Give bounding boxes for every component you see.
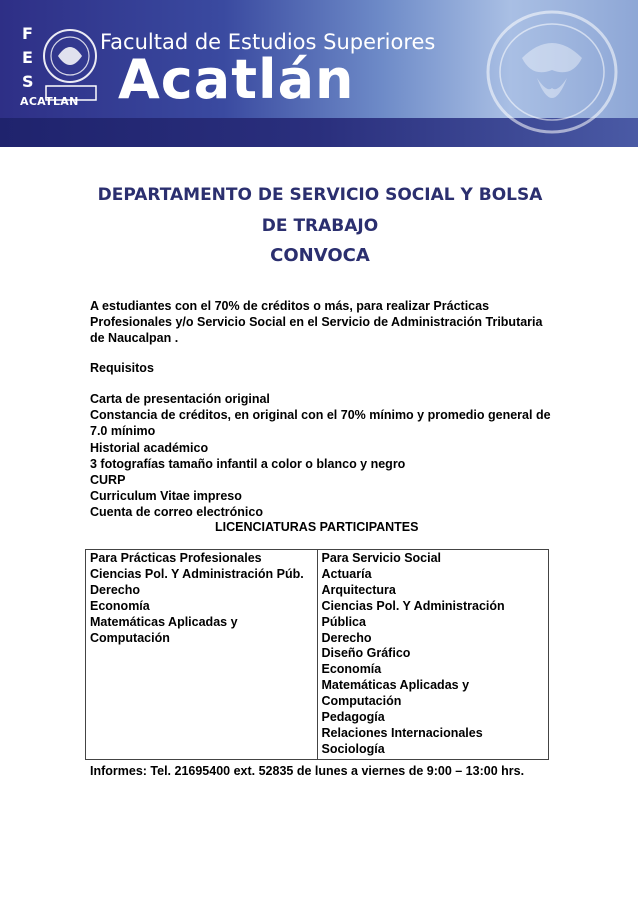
- list-item: Derecho: [321, 630, 372, 645]
- list-item: 3 fotografías tamaño infantil a color o blanco y negro: [90, 456, 406, 471]
- list-item: Ciencias Pol. Y Administración Pública: [321, 598, 505, 629]
- list-item: Economía: [321, 662, 382, 677]
- list-item: Diseño Gráfico: [321, 646, 411, 661]
- requisitos-label: Requisitos: [90, 361, 154, 375]
- title-line-3: CONVOCA: [270, 245, 370, 266]
- fes-sub-label: ACATLAN: [20, 95, 79, 108]
- list-item: Matemáticas Aplicadas y Computación: [90, 614, 238, 645]
- practicas-column: [86, 550, 318, 760]
- list-item: Ciencias Pol. Y Administración Púb.: [90, 566, 304, 581]
- list-item: Curriculum Vitae impreso: [90, 489, 242, 504]
- licenciaturas-table: [85, 549, 549, 760]
- intro-paragraph: A estudiantes con el 70% de créditos o más, para realizar Prácticas Profesionales y/o Servicio Social en el Servicio de Administración Tributaria de Naucalpan .: [90, 299, 543, 346]
- list-item: Sociología: [321, 741, 385, 756]
- list-item: CURP: [90, 473, 126, 488]
- title-line-1: DEPARTAMENTO DE SERVICIO SOCIAL Y BOLSA: [97, 185, 543, 205]
- informes-line: Informes: Tel. 21695400 ext. 52835 de lunes a viernes de 9:00 – 13:00 hrs.: [90, 764, 525, 778]
- list-item: Economía: [90, 598, 150, 613]
- list-item: Carta de presentación original: [90, 392, 270, 406]
- fes-letters: F E S: [22, 24, 34, 91]
- faculty-name: Facultad de Estudios Superiores: [100, 30, 436, 54]
- campus-name: Acatlán: [118, 48, 355, 111]
- licenciaturas-heading: LICENCIATURAS PARTICIPANTES: [215, 520, 419, 534]
- unam-seal-icon: [482, 8, 622, 136]
- header-banner: [0, 0, 638, 147]
- list-item: Derecho: [90, 582, 141, 597]
- list-item: Arquitectura: [321, 582, 396, 597]
- list-item: Historial académico: [90, 440, 209, 455]
- practicas-heading: Para Prácticas Profesionales: [90, 551, 262, 565]
- list-item: Pedagogía: [321, 710, 385, 725]
- servicio-column: [317, 550, 549, 760]
- servicio-heading: Para Servicio Social: [321, 551, 442, 565]
- list-item: Relaciones Internacionales: [321, 725, 483, 740]
- list-item: Actuaría: [321, 566, 372, 581]
- title-line-2: DE TRABAJO: [261, 216, 379, 236]
- requisitos-list: [90, 391, 560, 521]
- list-item: Matemáticas Aplicadas y Computación: [321, 678, 470, 709]
- list-item: Cuenta de correo electrónico: [90, 505, 263, 520]
- list-item: Constancia de créditos, en original con el 70% mínimo y promedio general de 7.0 mínimo: [90, 408, 551, 439]
